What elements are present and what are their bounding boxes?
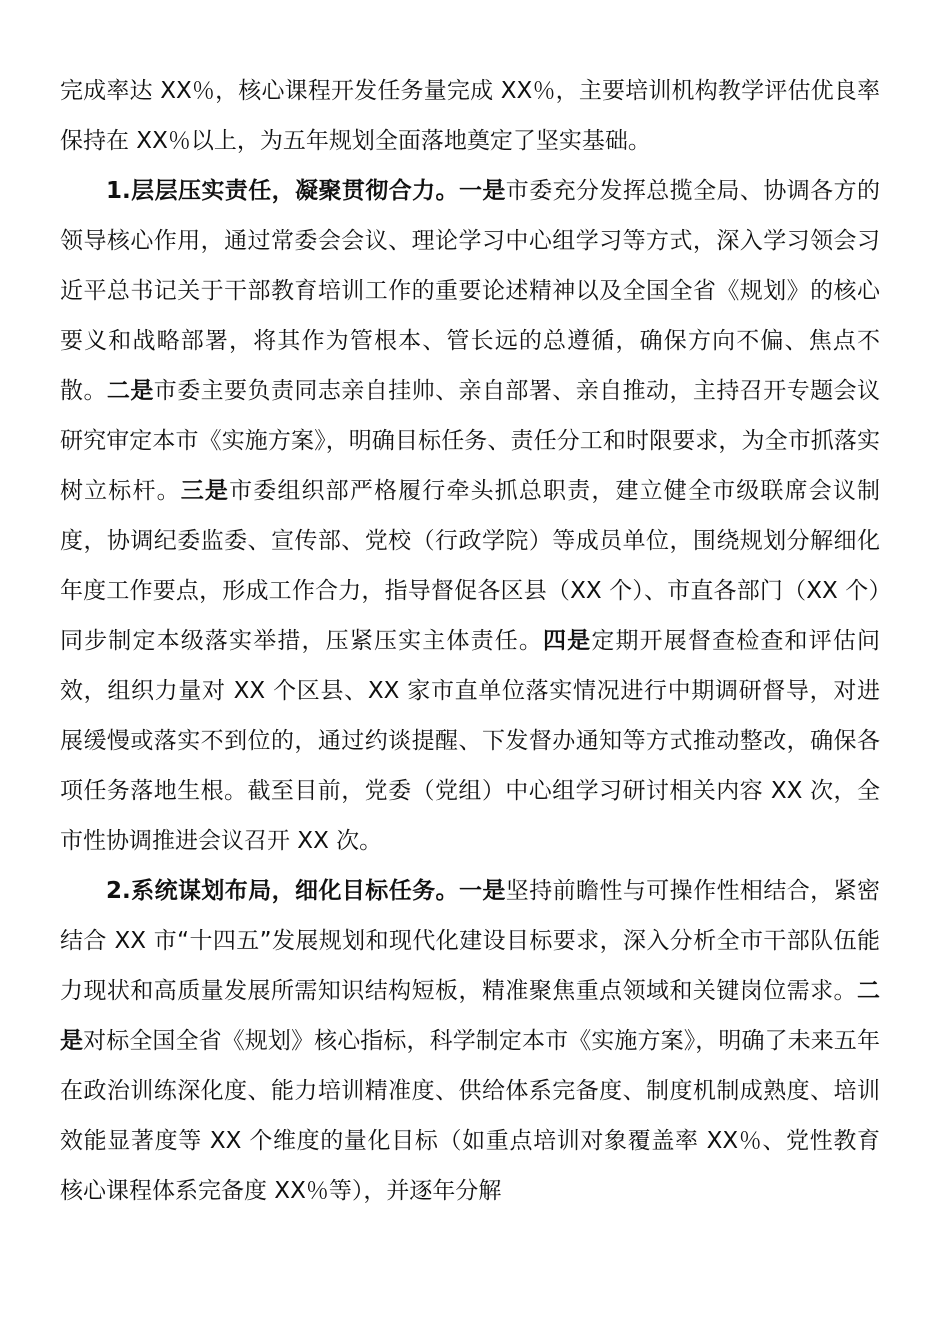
text-run: 市委充分发挥总揽全局、协调各方的领导核心作用，通过常委会会议、理论学习中心组学习等方式，深入学习领会习近平总书记关于干部教育培训工作的重要论述精神以及全国全省《规划》的核心要义和战略部署，将其作为管根本、管长远的总遵循，确保方向不偏、焦点不散。 [60,178,880,404]
bold-marker: 三是 [180,478,230,504]
bold-marker: 二是 [106,378,154,404]
paragraph-section-2 [60,866,880,1216]
bold-marker: 四是 [543,628,592,654]
bold-marker: 二是 [60,978,880,1054]
text-run: 市委主要负责同志亲自挂帅、亲自部署、亲自推动，主持召开专题会议研究审定本市《实施方案》，明确目标任务、责任分工和时限要求，为全市抓落实树立标杆。 [60,378,881,504]
text-run: 坚持前瞻性与可操作性相结合，紧密结合 XX 市“十四五”发展规划和现代化建设目标要求，深入分析全市干部队伍能力现状和高质量发展所需知识结构短板，精准聚焦重点领域和关键岗位需求。 [60,878,880,1004]
paragraph-section-1 [60,166,880,866]
text-run: 完成率达 XX％，核心课程开发任务量完成 XX％，主要培训机构教学评估优良率保持在 XX％以上，为五年规划全面落地奠定了坚实基础。 [60,78,880,154]
text-run: 市委组织部严格履行牵头抓总职责，建立健全市级联席会议制度，协调纪委监委、宣传部、党校（行政学院）等成员单位，围绕规划分解细化年度工作要点，形成工作合力，指导督促各区县（XX 个）、市直各部门（XX 个）同步制定本级落实举措，压紧压实主体责任。 [60,478,881,654]
text-run: 对标全国全省《规划》核心指标，科学制定本市《实施方案》，明确了未来五年在政治训练深化度、能力培训精准度、供给体系完备度、制度机制成熟度、培训效能显著度等 XX 个维度的量化目标（如重点培训对象覆盖率 XX％、党性教育核心课程体系完备度 XX％等），并逐年分解 [60,1028,881,1204]
section-heading-1: 1.层层压实责任，凝聚贯彻合力。一是 [106,178,506,204]
paragraph-intro-continuation [60,66,880,166]
section-heading-2: 2.系统谋划布局，细化目标任务。一是 [106,878,506,904]
text-run: 定期开展督查检查和评估问效，组织力量对 XX 个区县、XX 家市直单位落实情况进行中期调研督导，对进展缓慢或落实不到位的，通过约谈提醒、下发督办通知等方式推动整改，确保各项任务落地生根。截至目前，党委（党组）中心组学习研讨相关内容 XX 次，全市性协调推进会议召开 XX 次。 [60,628,881,854]
